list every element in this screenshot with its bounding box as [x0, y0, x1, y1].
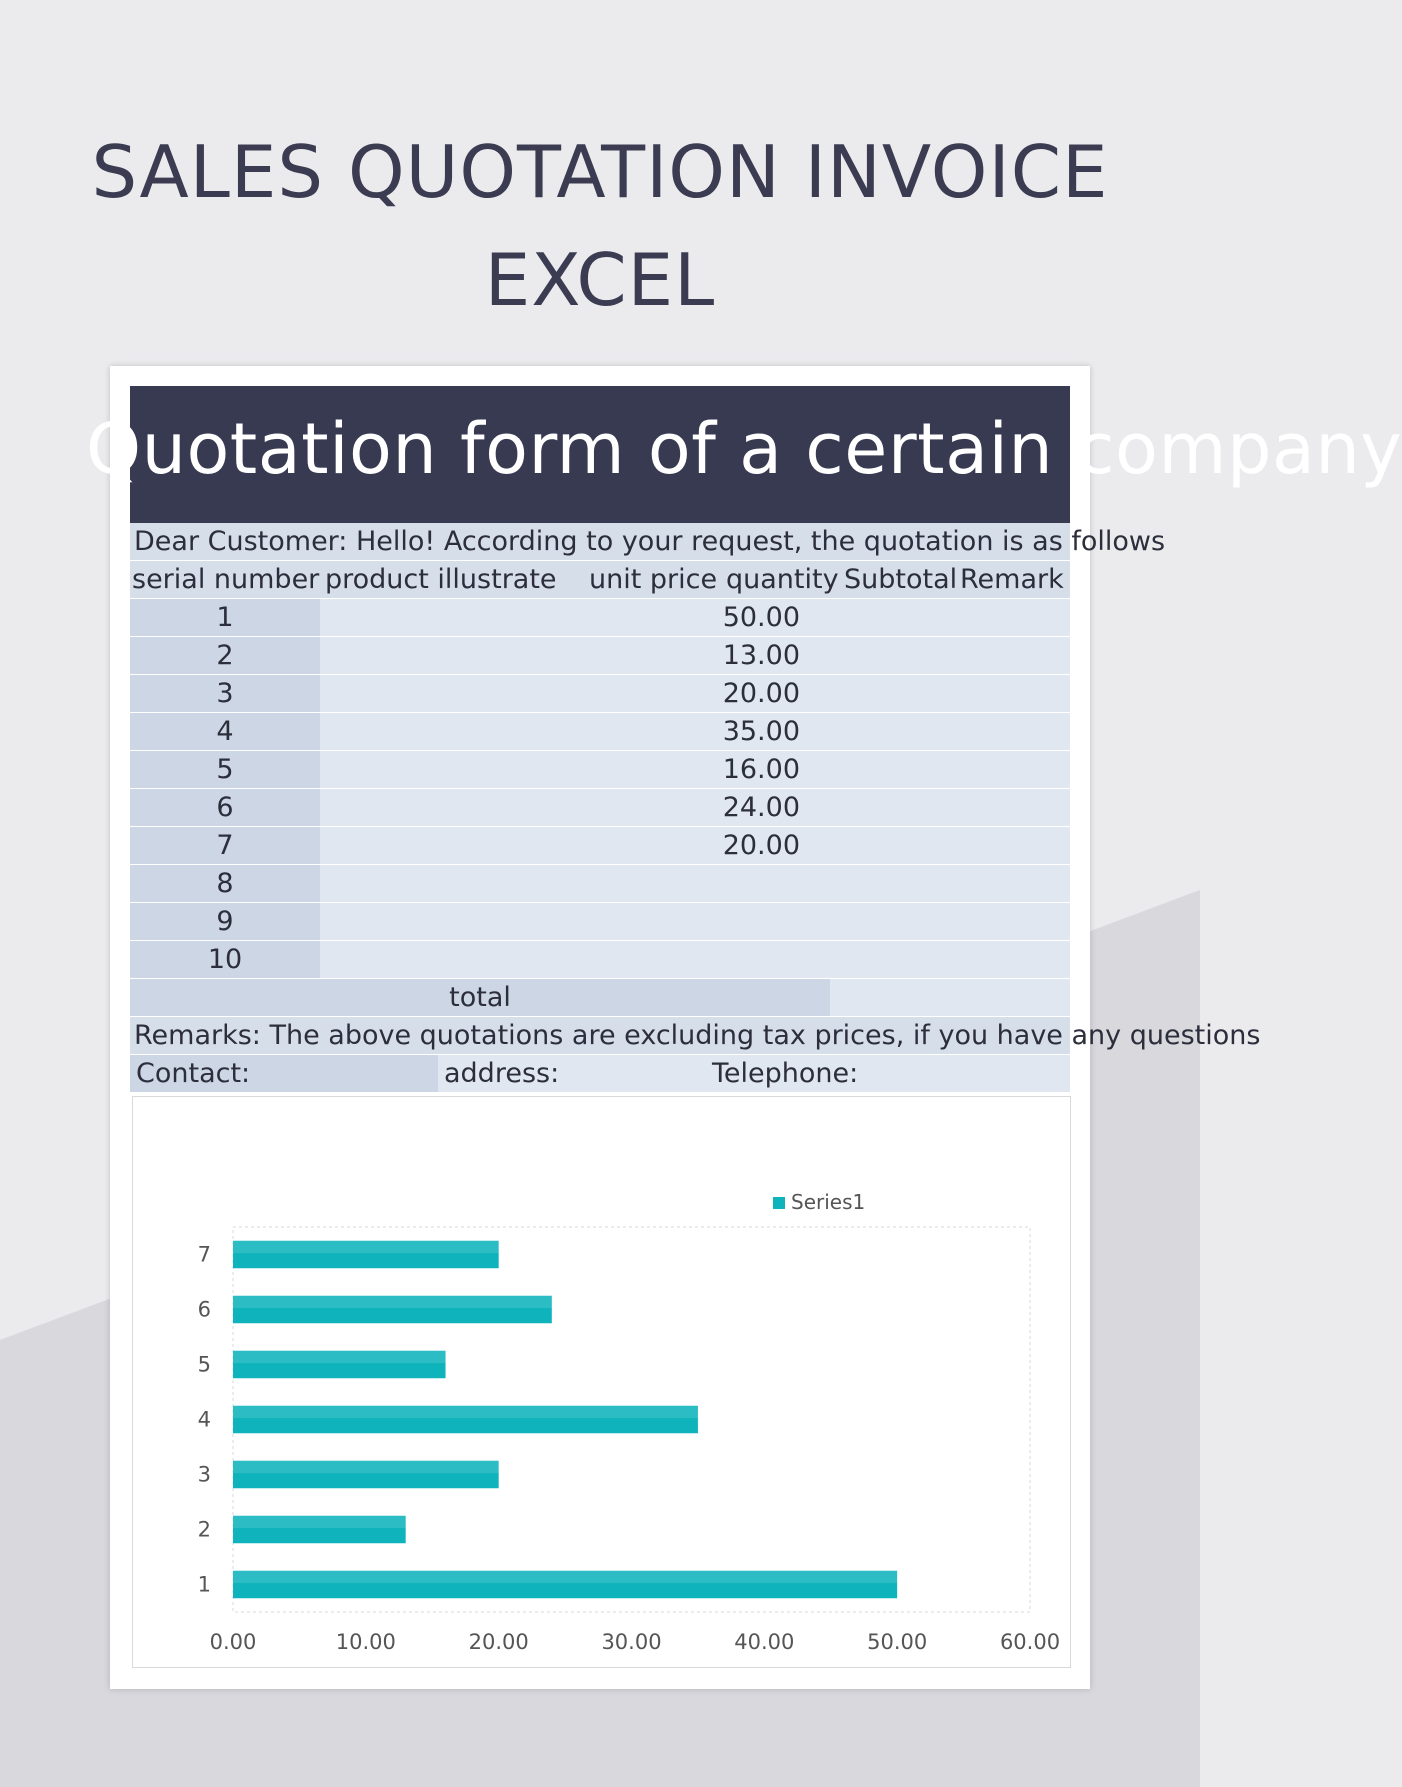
table-row — [130, 637, 1070, 675]
column-header-unit-price: unit price — [589, 564, 718, 595]
y-tick-label: 2 — [197, 1517, 211, 1542]
x-tick-label: 20.00 — [468, 1630, 529, 1654]
unit-price-cell: 20.00 — [722, 678, 800, 709]
table-row — [130, 713, 1070, 751]
page-title-line1: SALES QUOTATION INVOICE — [91, 130, 1109, 214]
unit-price-cell: 50.00 — [722, 602, 800, 633]
serial-cell: 10 — [130, 941, 320, 978]
serial-cell: 5 — [130, 751, 320, 788]
y-tick-label: 5 — [197, 1352, 211, 1377]
serial-cell: 3 — [130, 675, 320, 712]
serial-cell: 2 — [130, 637, 320, 674]
sheet-heading: Quotation form of a certain company — [86, 408, 1402, 490]
total-row — [130, 979, 1070, 1017]
unit-price-cell: 24.00 — [722, 792, 800, 823]
table-row — [130, 675, 1070, 713]
total-label: total — [130, 979, 830, 1016]
unit-price-cell: 35.00 — [722, 716, 800, 747]
x-tick-label: 50.00 — [867, 1630, 928, 1654]
serial-cell: 1 — [130, 599, 320, 636]
unit-price-cell: 13.00 — [722, 640, 800, 671]
greeting-text: Dear Customer: Hello! According to your request, the quotation is as follows — [134, 526, 1166, 557]
column-header-row — [130, 561, 1070, 599]
bar-highlight — [233, 1516, 406, 1528]
page-title — [0, 118, 1200, 334]
column-header-product: product illustrate — [325, 564, 557, 595]
table-row — [130, 903, 1070, 941]
contact-label: Contact: — [130, 1055, 438, 1092]
x-tick-label: 40.00 — [734, 1630, 795, 1654]
column-header-subtotal: Subtotal — [844, 564, 958, 595]
x-tick-label: 30.00 — [601, 1630, 662, 1654]
bar-highlight — [233, 1406, 698, 1418]
table-row — [130, 751, 1070, 789]
legend-swatch — [773, 1197, 785, 1209]
unit-price-cell: 20.00 — [722, 830, 800, 861]
sheet-heading-band — [86, 386, 1402, 523]
telephone-label: Telephone: — [712, 1058, 859, 1089]
greeting-row — [130, 523, 1166, 561]
y-tick-label: 1 — [197, 1572, 211, 1597]
unit-price-cell — [130, 941, 800, 978]
serial-cell: 6 — [130, 789, 320, 826]
bar-highlight — [233, 1296, 552, 1308]
table-row — [130, 827, 1070, 865]
x-tick-label: 10.00 — [335, 1630, 396, 1654]
bar-highlight — [233, 1571, 897, 1583]
unit-price-cell: 16.00 — [722, 754, 800, 785]
y-tick-label: 6 — [197, 1297, 211, 1322]
serial-cell: 8 — [130, 865, 320, 902]
quotation-sheet — [86, 386, 1402, 1093]
serial-cell: 7 — [130, 827, 320, 864]
remarks-text: Remarks: The above quotations are excluding tax prices, if you have any questions — [134, 1020, 1261, 1051]
column-header-serial: serial number — [132, 564, 320, 595]
y-tick-label: 4 — [197, 1407, 211, 1432]
page-title-line2: EXCEL — [484, 238, 716, 322]
bar-highlight — [233, 1241, 499, 1253]
legend-label: Series1 — [791, 1190, 866, 1214]
column-header-quantity: quantity — [726, 564, 839, 595]
bar-highlight — [233, 1351, 446, 1363]
serial-cell: 9 — [130, 903, 320, 940]
table-row — [130, 865, 1070, 903]
y-tick-label: 3 — [197, 1462, 211, 1487]
contact-row — [130, 1055, 1070, 1093]
column-header-remark: Remark — [960, 564, 1064, 595]
x-tick-label: 60.00 — [999, 1630, 1061, 1654]
bar-highlight — [233, 1461, 499, 1473]
unit-price-cell — [130, 903, 800, 940]
bar-chart-svg — [133, 1097, 1070, 1667]
remarks-row — [130, 1017, 1261, 1055]
spreadsheet-preview-card — [86, 366, 1402, 1689]
table-row — [130, 941, 1070, 979]
y-tick-label: 7 — [197, 1242, 211, 1267]
serial-cell: 4 — [130, 713, 320, 750]
table-row — [130, 789, 1070, 827]
bar-chart — [132, 1096, 1071, 1668]
address-label: address: — [444, 1058, 560, 1089]
table-row — [130, 599, 1070, 637]
x-tick-label: 0.00 — [209, 1630, 257, 1654]
unit-price-cell — [130, 865, 800, 902]
